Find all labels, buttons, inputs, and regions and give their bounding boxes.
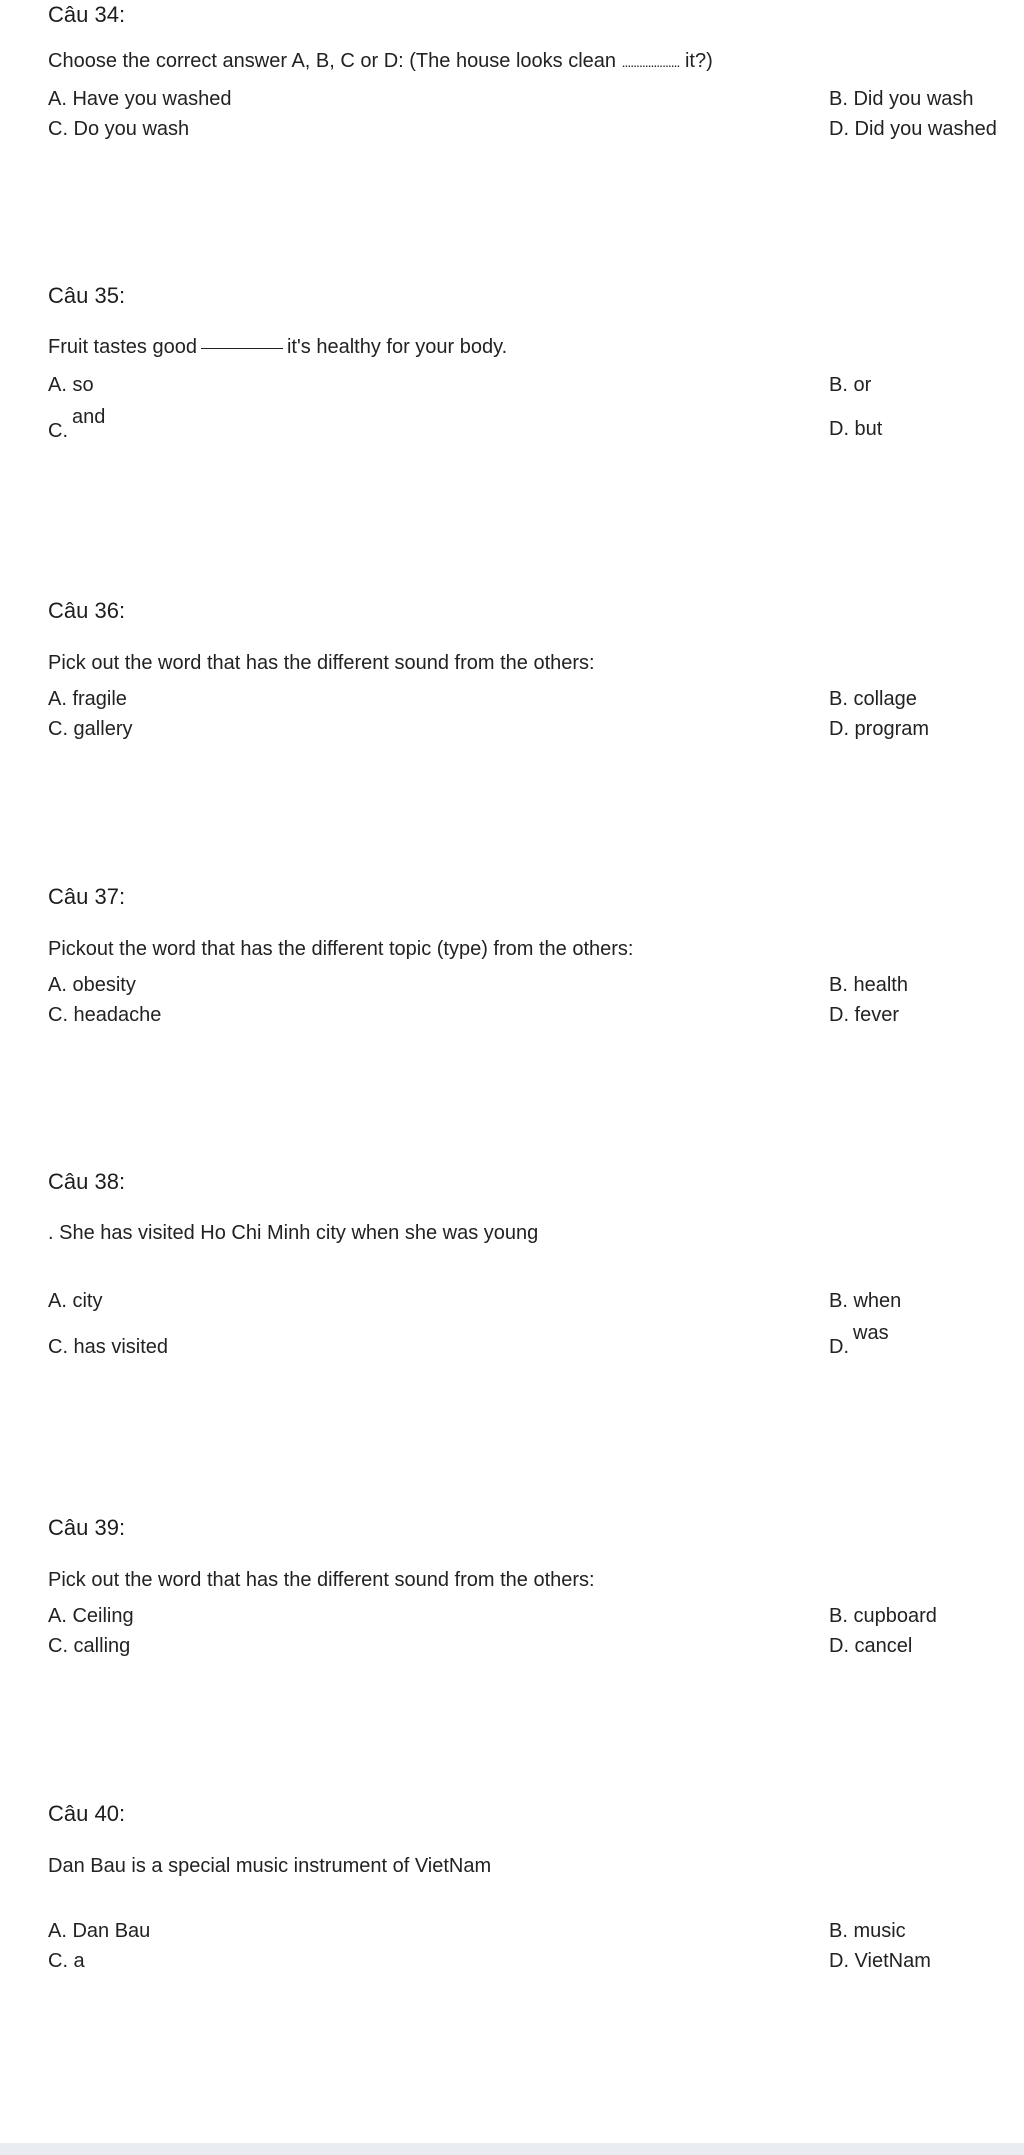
option-d[interactable]: D. cancel bbox=[829, 1635, 913, 1657]
question-text: Pick out the word that has the different sound from the others: bbox=[48, 1569, 595, 1591]
option-a[interactable]: A. Have you washed bbox=[48, 88, 232, 110]
question-text: Pickout the word that has the different topic (type) from the others: bbox=[48, 938, 634, 960]
question-text-before: Fruit tastes good bbox=[48, 336, 197, 358]
answer-blank bbox=[201, 348, 283, 349]
option-c[interactable]: C. gallery bbox=[48, 718, 133, 740]
question-title: Câu 36: bbox=[48, 598, 126, 623]
option-d[interactable]: D. but bbox=[829, 418, 883, 440]
option-b[interactable]: B. cupboard bbox=[829, 1605, 937, 1627]
option-d[interactable]: D. program bbox=[829, 718, 930, 740]
option-b[interactable]: B. music bbox=[829, 1920, 906, 1942]
question-title: Câu 34: bbox=[48, 2, 126, 27]
question-text-before: Choose the correct answer A, B, C or D: (The house looks clean bbox=[48, 50, 617, 72]
option-c[interactable] bbox=[48, 406, 106, 443]
option-a[interactable]: A. Ceiling bbox=[48, 1605, 134, 1627]
question-text bbox=[48, 50, 713, 73]
question-text: Pick out the word that has the different sound from the others: bbox=[48, 652, 595, 674]
question-title: Câu 37: bbox=[48, 884, 126, 909]
question-text-after: it's healthy for your body. bbox=[286, 336, 508, 358]
option-c[interactable]: C. a bbox=[48, 1950, 85, 1972]
option-b[interactable]: B. Did you wash bbox=[829, 88, 974, 110]
option-value: and bbox=[72, 406, 106, 428]
bottom-bar bbox=[0, 2143, 1024, 2155]
answer-blank: .................... bbox=[621, 54, 680, 70]
option-letter: C. bbox=[48, 420, 68, 442]
question-text: Dan Bau is a special music instrument of VietNam bbox=[48, 1855, 492, 1877]
option-c[interactable]: C. has visited bbox=[48, 1336, 169, 1358]
option-c[interactable]: C. headache bbox=[48, 1004, 162, 1026]
option-a[interactable]: A. fragile bbox=[48, 688, 127, 710]
question-text-after: it?) bbox=[684, 50, 713, 72]
option-d[interactable]: D. VietNam bbox=[829, 1950, 931, 1972]
option-a[interactable]: A. Dan Bau bbox=[48, 1920, 151, 1942]
option-a[interactable]: A. city bbox=[48, 1290, 103, 1312]
question-title: Câu 35: bbox=[48, 283, 126, 308]
question-text bbox=[48, 336, 507, 359]
option-c[interactable]: C. Do you wash bbox=[48, 118, 190, 140]
option-d[interactable]: D. fever bbox=[829, 1004, 900, 1026]
question-title: Câu 38: bbox=[48, 1169, 126, 1194]
option-a[interactable]: A. so bbox=[48, 374, 94, 396]
option-value: was bbox=[853, 1322, 889, 1344]
option-c[interactable]: C. calling bbox=[48, 1635, 131, 1657]
option-b[interactable]: B. collage bbox=[829, 688, 917, 710]
option-a[interactable]: A. obesity bbox=[48, 974, 136, 996]
option-d[interactable] bbox=[829, 1322, 889, 1359]
question-text: . She has visited Ho Chi Minh city when she was young bbox=[48, 1222, 539, 1244]
option-b[interactable]: B. health bbox=[829, 974, 908, 996]
question-title: Câu 39: bbox=[48, 1515, 126, 1540]
option-letter: D. bbox=[829, 1336, 849, 1358]
question-title: Câu 40: bbox=[48, 1801, 126, 1826]
option-d[interactable]: D. Did you washed bbox=[829, 118, 997, 140]
option-b[interactable]: B. or bbox=[829, 374, 872, 396]
option-b[interactable]: B. when bbox=[829, 1290, 902, 1312]
